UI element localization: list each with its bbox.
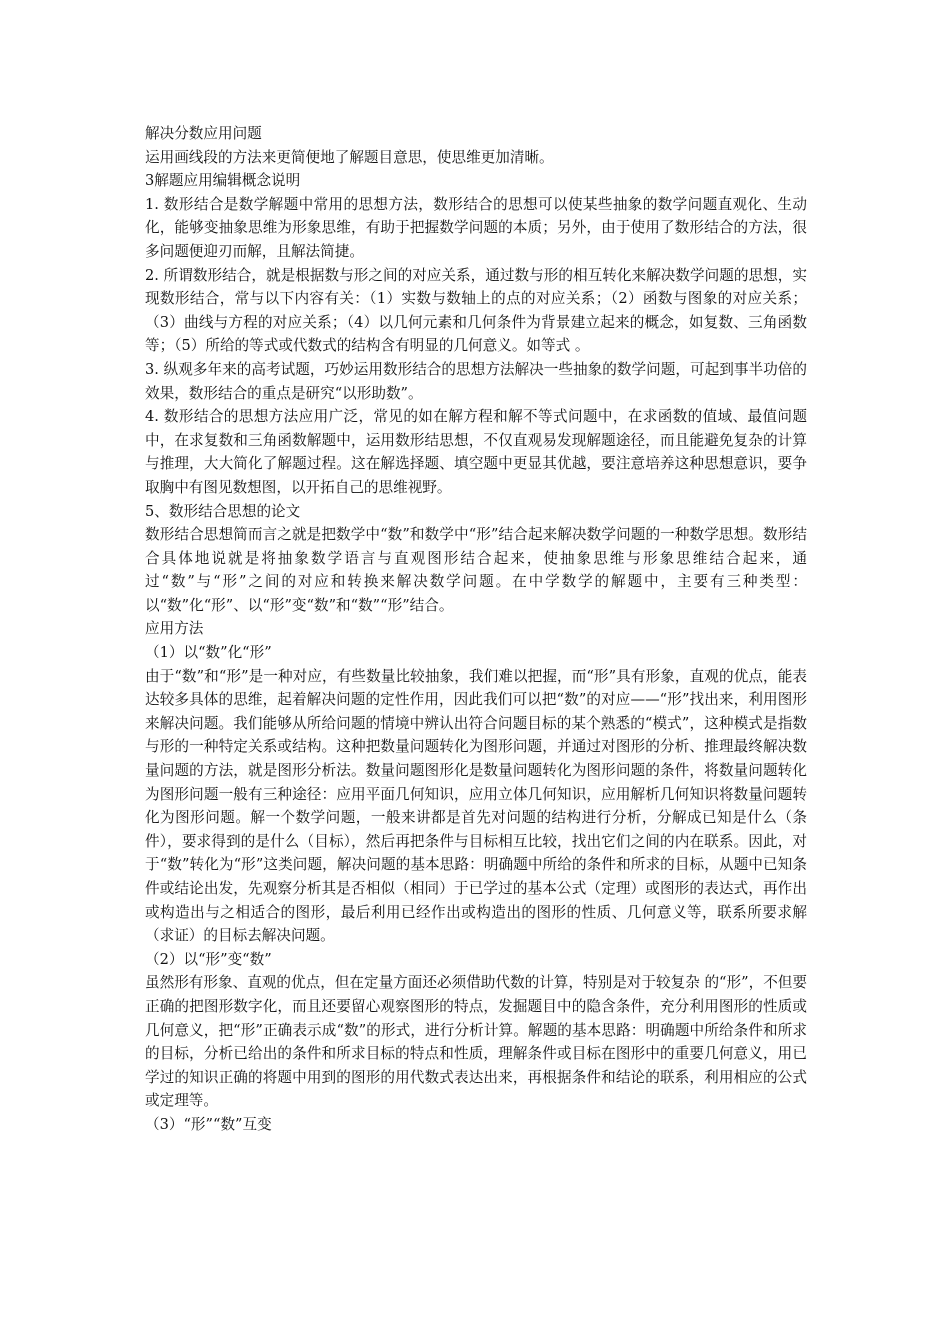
document-body	[145, 122, 807, 1137]
paragraph-point-1: 1. 数形结合是数学解题中常用的思想方法，数形结合的思想可以使某些抽象的数学问题直观化、生动化，能够变抽象思维为形象思维，有助于把握数学问题的本质；另外，由于使用了数形结合的方法，很多问题便迎刃而解，且解法简捷。	[145, 195, 807, 260]
heading-thesis: 5、数形结合思想的论文	[145, 502, 301, 520]
heading-method-1: （1）以“数”化“形”	[145, 644, 272, 662]
heading-method-3: （3）“形”“数”互变	[145, 1115, 272, 1133]
heading-fraction-problems: 解决分数应用问题	[145, 125, 262, 142]
heading-application-methods: 应用方法	[145, 620, 204, 638]
paragraph-thesis-intro: 数形结合思想简而言之就是把数学中“数”和数学中“形”结合起来解决数学问题的一种数学思想。数形结合具体地说就是将抽象数学语言与直观图形结合起来，使抽象思维与形象思维结合起来，通过“数”与“形”之间的对应和转换来解决数学问题。在中学数学的解题中，主要有三种类型：以“数”化“形”、以“形”变“数”和“数”“形”结合。	[145, 526, 807, 614]
paragraph-point-3: 3. 纵观多年来的高考试题，巧妙运用数形结合的思想方法解决一些抽象的数学问题，可起到事半功倍的效果，数形结合的重点是研究“以形助数”。	[145, 360, 807, 402]
heading-concept-explanation: 3解题应用编辑概念说明	[145, 172, 301, 190]
paragraph-method-1: 由于“数”和“形”是一种对应，有些数量比较抽象，我们难以把握，而“形”具有形象，直观的优点，能表达较多具体的思维，起着解决问题的定性作用，因此我们可以把“数”的对应——“形”找出来，利用图形来解决问题。我们能够从所给问题的情境中辨认出符合问题目标的某个熟悉的“模式”，这种模式是指数与形的一种特定关系或结构。这种把数量问题转化为图形问题，并通过对图形的分析、推理最终解决数量问题的方法，就是图形分析法。数量问题图形化是数量问题转化为图形问题的条件，将数量问题转化为图形问题一般有三种途径：应用平面几何知识，应用立体几何知识，应用解析几何知识将数量问题转化为图形问题。解一个数学问题，一般来讲都是首先对问题的结构进行分析，分解成已知是什么（条件），要求得到的是什么（目标），然后再把条件与目标相互比较，找出它们之间的内在联系。因此，对于“数”转化为“形”这类问题，解决问题的基本思路：明确题中所给的条件和所求的目标，从题中已知条件或结论出发，先观察分析其是否相似（相同）于已学过的基本公式（定理）或图形的表达式，再作出或构造出与之相适合的图形，最后利用已经作出或构造出的图形的性质、几何意义等，联系所要求解（求证）的目标去解决问题。	[145, 667, 807, 945]
paragraph-line-segment-method: 运用画线段的方法来更简便地了解题目意思，使思维更加清晰。	[145, 148, 554, 166]
paragraph-method-2: 虽然形有形象、直观的优点，但在定量方面还必须借助代数的计算，特别是对于较复杂 的“形”，不但要正确的把图形数字化，而且还要留心观察图形的特点，发掘题目中的隐含条件，充分利用图形的性质或几何意义，把“形”正确表示成“数”的形式，进行分析计算。解题的基本思路：明确题中所给条件和所求的目标，分析已给出的条件和所求目标的特点和性质，理解条件或目标在图形中的重要几何意义，用已学过的知识正确的将题中用到的图形的用代数式表达出来，再根据条件和结论的联系，利用相应的公式或定理等。	[145, 974, 807, 1110]
paragraph-point-2: 2. 所谓数形结合，就是根据数与形之间的对应关系，通过数与形的相互转化来解决数学问题的思想，实现数形结合，常与以下内容有关：（1）实数与数轴上的点的对应关系；（2）函数与图象的对应关系；（3）曲线与方程的对应关系；（4）以几何元素和几何条件为背景建立起来的概念，如复数、三角函数等；（5）所给的等式或代数式的结构含有明显的几何意义。如等式 。	[145, 266, 807, 355]
heading-method-2: （2）以“形”变“数”	[145, 950, 272, 968]
paragraph-point-4: 4. 数形结合的思想方法应用广泛，常见的如在解方程和解不等式问题中，在求函数的值域、最值问题中，在求复数和三角函数解题中，运用数形结思想，不仅直观易发现解题途径，而且能避免复杂的计算与推理，大大简化了解题过程。这在解选择题、填空题中更显其优越，要注意培养这种思想意识，要争取胸中有图见数想图，以开拓自己的思维视野。	[145, 408, 807, 496]
